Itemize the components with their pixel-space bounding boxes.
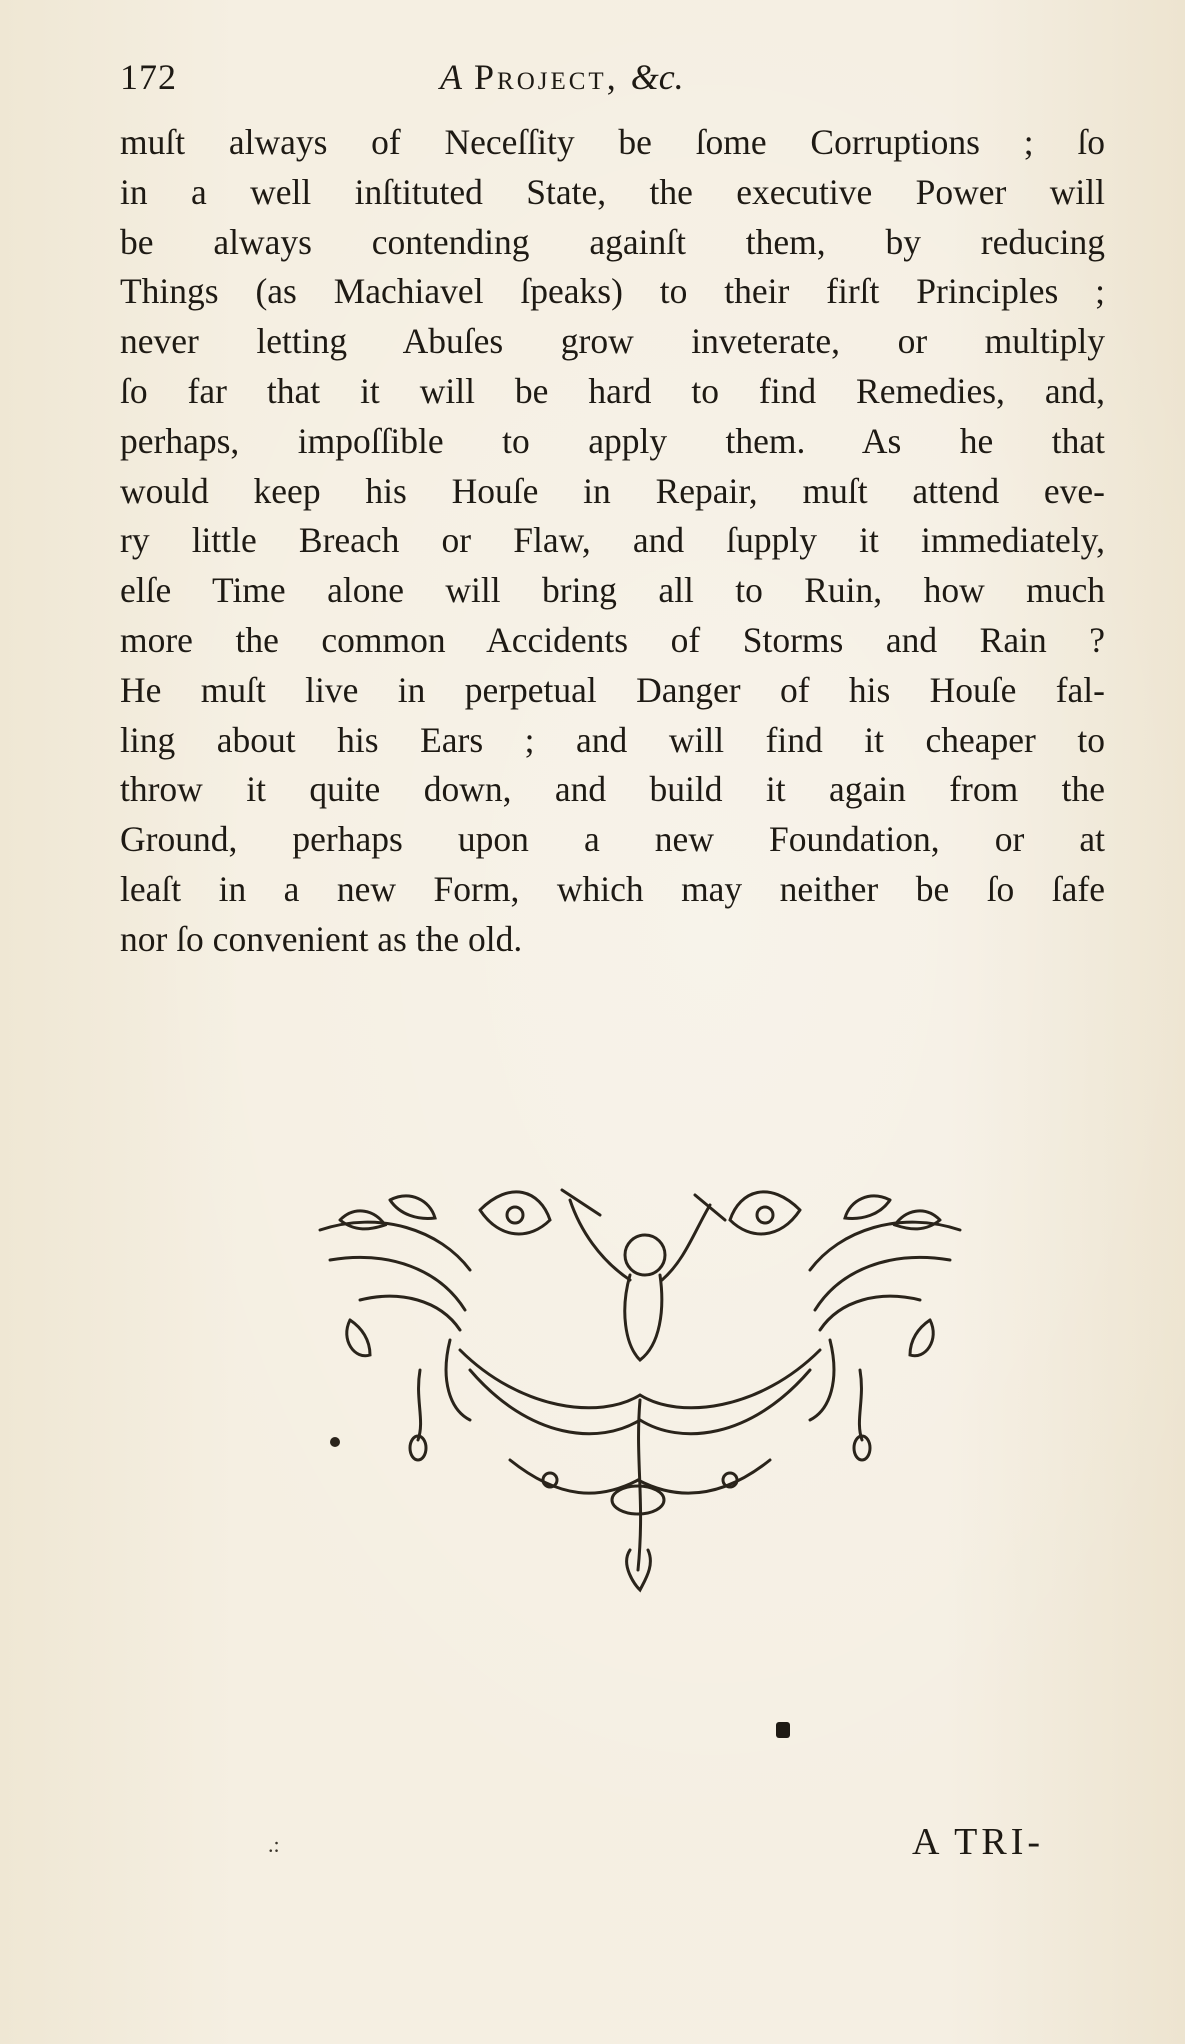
text-line: He muſt live in perpetual Danger of his Houſe fal- <box>120 669 1105 710</box>
stray-mark: .: <box>268 1832 280 1857</box>
page-number: 172 <box>120 57 177 97</box>
text-line: be always contending againſt them, by reducing <box>120 221 1105 262</box>
running-head-etc: &c. <box>630 57 684 97</box>
text-line: more the common Accidents of Storms and Rain ? <box>120 619 1105 660</box>
running-head-word: Project, <box>474 57 619 97</box>
text-line: in a well inſtituted State, the executive Power will <box>120 171 1105 212</box>
text-line: ry little Breach or Flaw, and ſupply it immediately, <box>120 520 1105 561</box>
catchword: A TRI- <box>912 1821 1045 1863</box>
text-line: perhaps, impoſſible to apply them. As he that <box>120 420 1105 461</box>
text-line: ſo far that it will be hard to find Remedies, and, <box>120 370 1105 411</box>
running-head <box>440 56 684 98</box>
text-line: never letting Abuſes grow inveterate, or multiply <box>120 321 1105 362</box>
page-header <box>120 48 1110 108</box>
signature-mark <box>776 1722 790 1738</box>
body-text <box>120 118 1105 965</box>
running-head-article: A <box>440 57 462 97</box>
text-line: ling about his Ears ; and will find it cheaper to <box>120 719 1105 760</box>
floral-cherub-tailpiece-icon <box>300 1170 980 1610</box>
text-line: nor ſo convenient as the old. <box>120 918 523 959</box>
text-line: throw it quite down, and build it again from the <box>120 769 1105 810</box>
text-line: Ground, perhaps upon a new Foundation, or at <box>120 819 1105 860</box>
text-line: Things (as Machiavel ſpeaks) to their firſt Principles ; <box>120 271 1105 312</box>
text-line: elſe Time alone will bring all to Ruin, how much <box>120 570 1105 611</box>
text-line: muſt always of Neceſſity be ſome Corruptions ; ſo <box>120 122 1105 162</box>
text-line: would keep his Houſe in Repair, muſt attend eve- <box>120 470 1105 511</box>
text-line: leaſt in a new Form, which may neither be ſo ſafe <box>120 868 1105 909</box>
